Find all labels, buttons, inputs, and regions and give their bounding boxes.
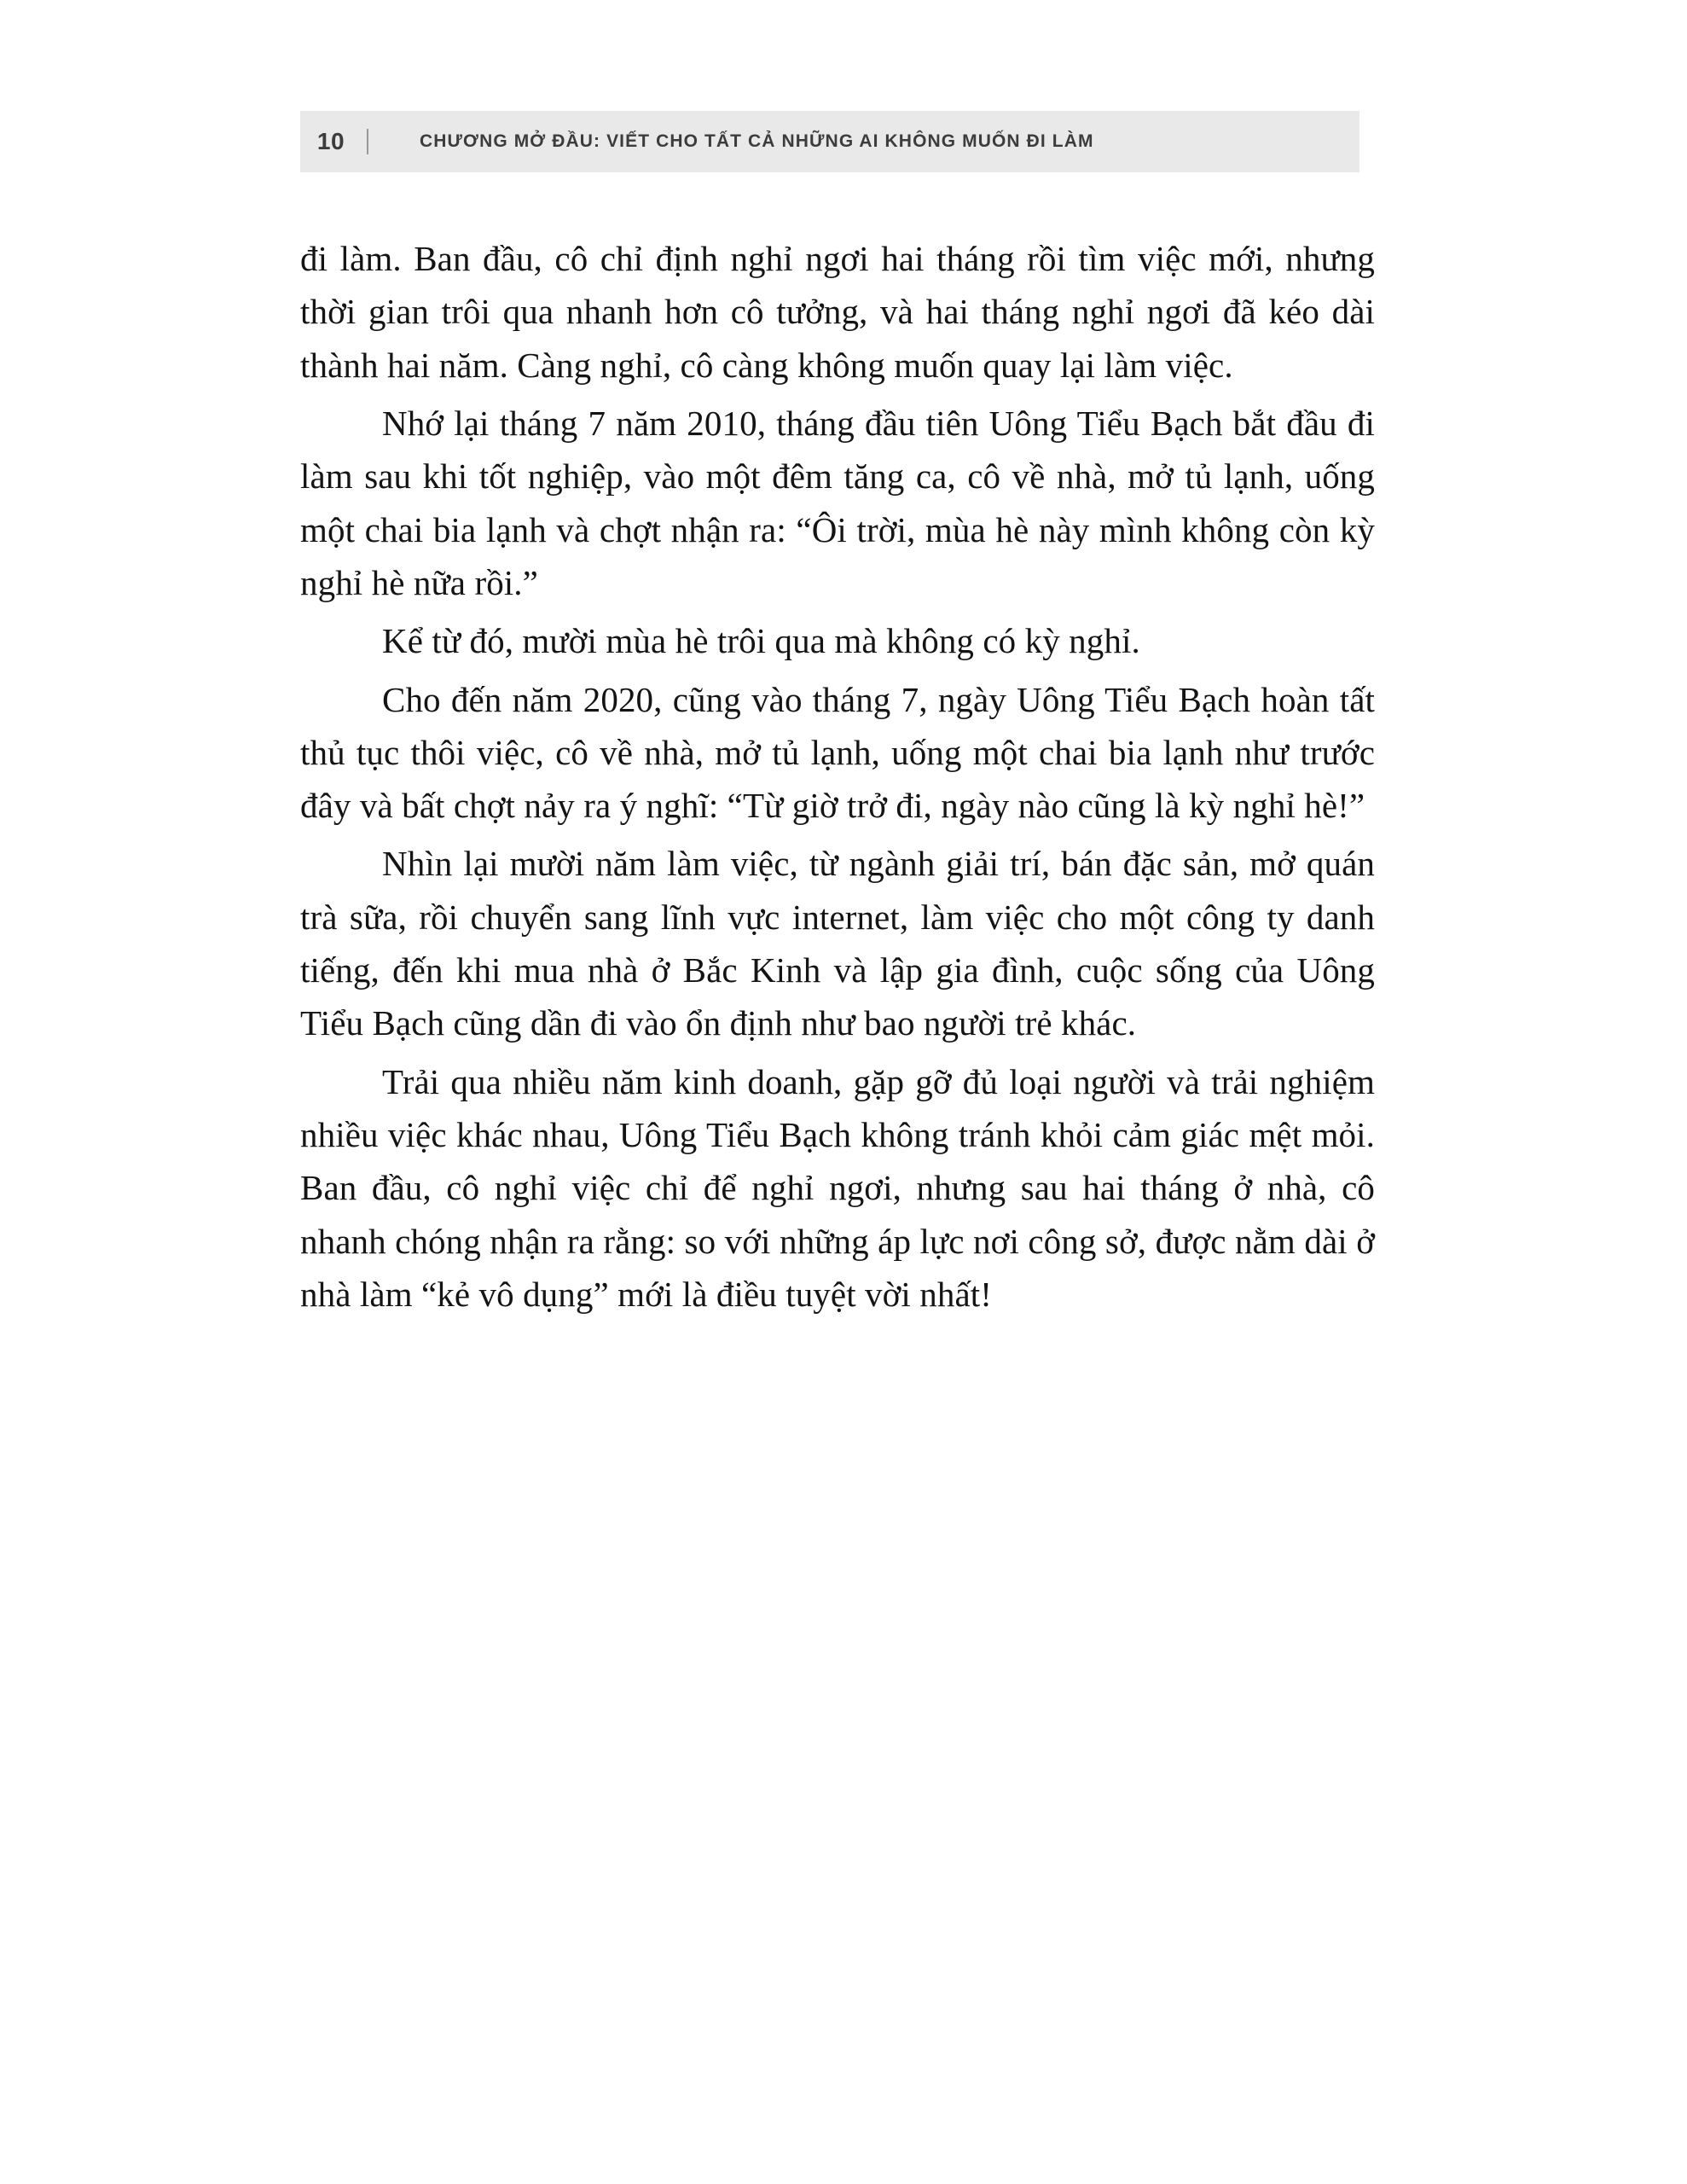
body-text-column — [300, 232, 1375, 1321]
paragraph: Trải qua nhiều năm kinh doanh, gặp gỡ đủ loại người và trải nghiệm nhiều việc khác nhau, Uông Tiểu Bạch không tránh khỏi cảm giác mệt mỏi. Ban đầu, cô nghỉ việc chỉ để nghỉ ngơi, nhưng sau hai tháng ở nhà, cô nhanh chóng nhận ra rằng: so với những áp lực nơi công sở, được nằm dài ở nhà làm “kẻ vô dụng” mới là điều tuyệt vời nhất! — [300, 1061, 1375, 1314]
page-number: 10 — [316, 128, 345, 154]
paragraph: Kể từ đó, mười mùa hè trôi qua mà không có kỳ nghỉ. — [382, 621, 1140, 661]
running-header — [300, 111, 1359, 172]
paragraph: Cho đến năm 2020, cũng vào tháng 7, ngày Uông Tiểu Bạch hoàn tất thủ tục thôi việc, cô về nhà, mở tủ lạnh, uống một chai bia lạnh như trước đây và bất chợt nảy ra ý nghĩ: “Từ giờ trở đi, ngày nào cũng là kỳ nghỉ hè!” — [300, 679, 1375, 826]
paragraph: đi làm. Ban đầu, cô chỉ định nghỉ ngơi hai tháng rồi tìm việc mới, nhưng thời gian trôi qua nhanh hơn cô tưởng, và hai tháng nghỉ ngơi đã kéo dài thành hai năm. Càng nghỉ, cô càng không muốn quay lại làm việc. — [300, 239, 1375, 385]
header-divider — [367, 129, 368, 154]
chapter-title: CHƯƠNG MỞ ĐẦU: VIẾT CHO TẤT CẢ NHỮNG AI KHÔNG MUỐN ĐI LÀM — [420, 131, 1094, 151]
paragraph: Nhớ lại tháng 7 năm 2010, tháng đầu tiên Uông Tiểu Bạch bắt đầu đi làm sau khi tốt nghiệp, vào một đêm tăng ca, cô về nhà, mở tủ lạnh, uống một chai bia lạnh và chợt nhận ra: “Ôi trời, mùa hè này mình không còn kỳ nghỉ hè nữa rồi.” — [300, 403, 1375, 602]
paragraph: Nhìn lại mười năm làm việc, từ ngành giải trí, bán đặc sản, mở quán trà sữa, rồi chuyển sang lĩnh vực internet, làm việc cho một công ty danh tiếng, đến khi mua nhà ở Bắc Kinh và lập gia đình, cuộc sống của Uông Tiểu Bạch cũng dần đi vào ổn định như bao người trẻ khác. — [300, 844, 1375, 1043]
